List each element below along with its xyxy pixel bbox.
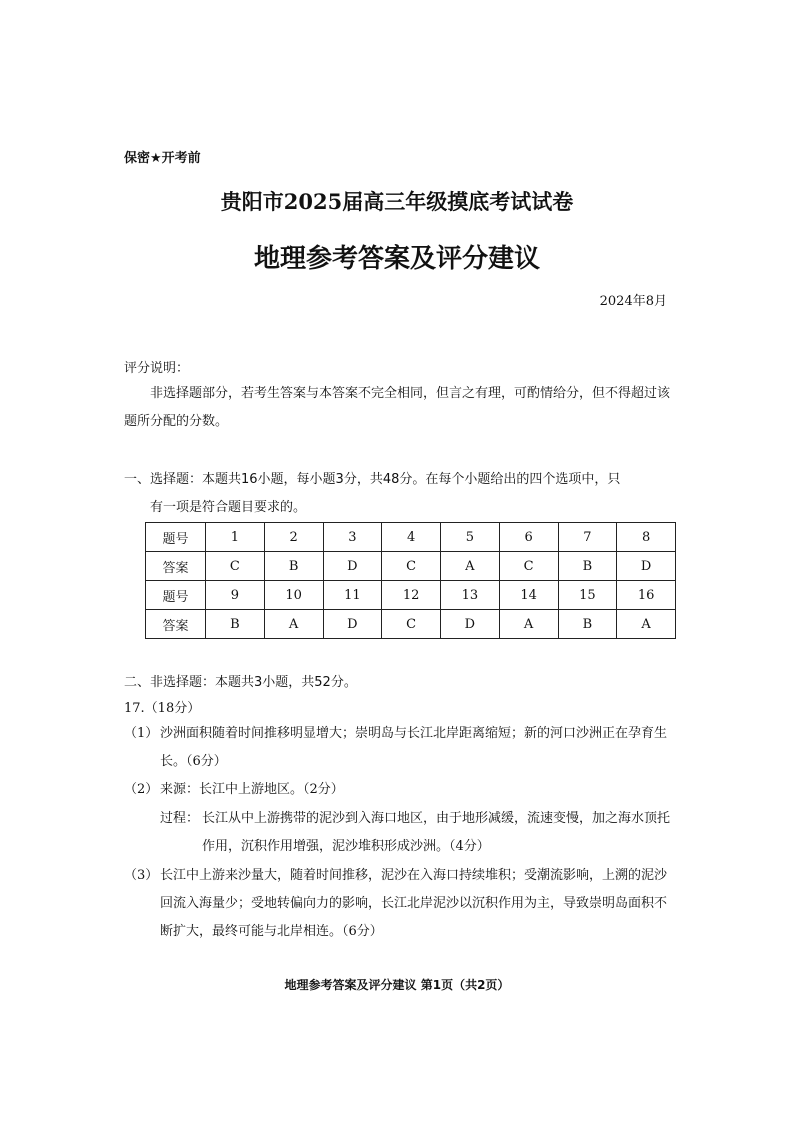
answer-table-cell: 15 xyxy=(558,581,617,610)
answer-table-cell: C xyxy=(499,552,558,581)
q17-part3-text: 长江中上游来沙量大，随着时间推移，泥沙在入海口持续堆积；受潮流影响，上溯的泥沙回流入海量少；受地转偏向力的影响，长江北岸泥沙以沉积作用为主，导致崇明岛面积不断扩大，最终可能与北岸相连。（6分） xyxy=(160,868,668,939)
answer-table-cell: 2 xyxy=(264,523,323,552)
answer-table-cell: D xyxy=(323,610,382,639)
document-date: 2024年8月 xyxy=(599,294,667,309)
document-title: 地理参考答案及评分建议 xyxy=(253,244,540,274)
answer-table-cell: C xyxy=(382,552,441,581)
answer-table-cell: 11 xyxy=(323,581,382,610)
answer-table-row-header: 题号 xyxy=(146,581,206,610)
answer-table xyxy=(145,522,676,639)
scoring-note-heading: 评分说明： xyxy=(124,361,190,376)
section1-line1: 一、选择题：本题共16小题，每小题3分，共48分。在每个小题给出的四个选项中，只 xyxy=(124,472,621,487)
q17-part2-label: （2） xyxy=(124,782,159,797)
answer-table-cell: 3 xyxy=(323,523,382,552)
q17-part1-text: 沙洲面积随着时间推移明显增大；崇明岛与长江北岸距离缩短；新的河口沙洲正在孕育生长。（6分） xyxy=(160,726,668,769)
section1-heading xyxy=(124,466,672,522)
answer-table-row-header: 题号 xyxy=(146,523,206,552)
answer-table-cell: 8 xyxy=(617,523,676,552)
answer-table-cell: B xyxy=(558,552,617,581)
answer-table-cell: A xyxy=(617,610,676,639)
answer-table-cell: A xyxy=(264,610,323,639)
q17-part3-label: （3） xyxy=(124,868,159,883)
answer-table-row xyxy=(146,523,676,552)
answer-table-cell: 1 xyxy=(206,523,265,552)
answer-table-cell: 4 xyxy=(382,523,441,552)
answer-table-cell: D xyxy=(617,552,676,581)
exam-title: 贵阳市2025届高三年级摸底考试试卷 xyxy=(220,189,574,214)
q17-part1-label: （1） xyxy=(124,726,159,741)
answer-table-cell: 10 xyxy=(264,581,323,610)
page-footer: 地理参考答案及评分建议 第1页（共2页） xyxy=(284,978,510,992)
confidential-mark: 保密★开考前 xyxy=(124,151,201,166)
answer-table-cell: 16 xyxy=(617,581,676,610)
q17-part2-process-label: 过程： xyxy=(160,811,200,826)
scoring-note-body: 非选择题部分，若考生答案与本答案不完全相同，但言之有理，可酌情给分，但不得超过该题所分配的分数。 xyxy=(124,386,671,429)
answer-table-cell: 7 xyxy=(558,523,617,552)
section1-line2: 有一项是符合题目要求的。 xyxy=(150,500,307,515)
answer-table-row-header: 答案 xyxy=(146,610,206,639)
answer-table-cell: C xyxy=(382,610,441,639)
answer-table-cell: 6 xyxy=(499,523,558,552)
answer-table-row xyxy=(146,610,676,639)
answer-table-cell: 5 xyxy=(441,523,500,552)
answer-table-cell: B xyxy=(206,610,265,639)
answer-table-cell: D xyxy=(441,610,500,639)
q17-part2-source: 来源：长江中上游地区。（2分） xyxy=(160,782,344,797)
answer-table-cell: 12 xyxy=(382,581,441,610)
answer-table-cell: 14 xyxy=(499,581,558,610)
answer-table-cell: A xyxy=(499,610,558,639)
question-17-title: 17.（18分） xyxy=(124,701,201,716)
answer-table-cell: B xyxy=(264,552,323,581)
answer-table-cell: A xyxy=(441,552,500,581)
section2-heading: 二、非选择题：本题共3小题，共52分。 xyxy=(124,675,357,690)
answer-table-row-header: 答案 xyxy=(146,552,206,581)
answer-table-cell: C xyxy=(206,552,265,581)
answer-table-cell: 9 xyxy=(206,581,265,610)
answer-table-row xyxy=(146,552,676,581)
answer-table-cell: D xyxy=(323,552,382,581)
answer-table-cell: 13 xyxy=(441,581,500,610)
q17-part2-process-text: 长江从中上游携带的泥沙到入海口地区，由于地形减缓，流速变慢，加之海水顶托作用，沉积作用增强，泥沙堆积形成沙洲。（4分） xyxy=(202,811,671,854)
answer-table-cell: B xyxy=(558,610,617,639)
answer-table-row xyxy=(146,581,676,610)
